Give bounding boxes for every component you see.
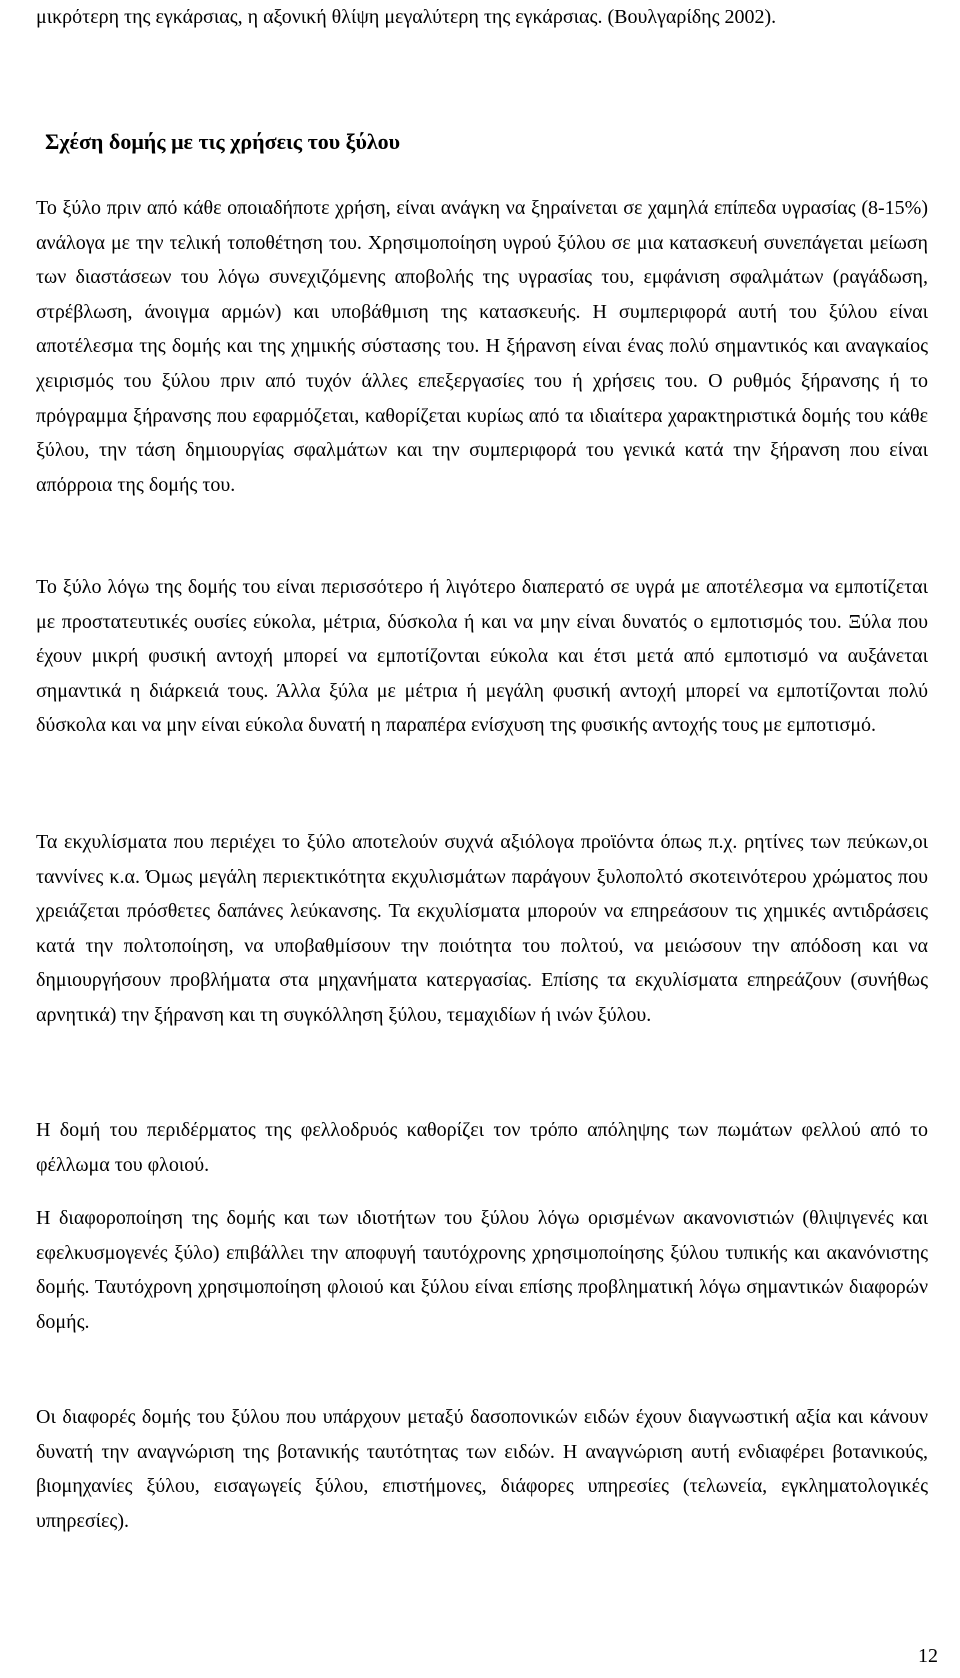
paragraph-identification: Οι διαφορές δομής του ξύλου που υπάρχουν μεταξύ δασοπονικών ειδών έχουν διαγνωστική αξία και κάνουν δυνατή την αναγνώριση της βοτανικής ταυτότητας των ειδών. Η αναγνώριση αυτή ενδιαφέρει βοτανικούς, βιομηχανίες ξύλου, εισαγωγείς ξύλου, επιστήμονες, διάφορες υπηρεσίες (τελωνεία, εγκληματολογικές υπηρεσίες).	[36, 1406, 928, 1532]
paragraph-drying: Το ξύλο πριν από κάθε οποιαδήποτε χρήση, είναι ανάγκη να ξηραίνεται σε χαμηλά επίπεδα υγρασίας (8-15%) ανάλογα με την τελική τοποθέτηση του. Χρησιμοποίηση υγρού ξύλου σε μια κατασκευή συνεπάγεται μείωση των διαστάσεων του λόγω συνεχιζόμενης αποβολής της υγρασίας του, εμφάνιση σφαλμάτων (ραγάδωση, στρέβλωση, άνοιγμα αρμών) και υποβάθμιση της κατασκευής. Η συμπεριφορά αυτή του ξύλου είναι αποτέλεσμα της δομής και της χημικής σύστασης του. Η ξήρανση είναι ένας πολύ σημαντικός και αναγκαίος χειρισμός του ξύλου πριν από τυχόν άλλες επεξεργασίες του ή χρήσεις του. Ο ρυθμός ξήρανσης ή το πρόγραμμα ξήρανσης που εφαρμόζεται, καθορίζεται κυρίως από τα ιδιαίτερα χαρακτηριστικά δομής του κάθε ξύλου, την τάση δημιουργίας σφαλμάτων και την συμπεριφορά του γενικά κατά την ξήρανση που είναι απόρροια της δομής του.	[36, 197, 928, 496]
paragraph-cork: Η δομή του περιδέρματος της φελλοδρυός καθορίζει τον τρόπο απόληψης των πωμάτων φελλού από το φέλλωμα του φλοιού.	[36, 1119, 928, 1176]
section-heading: Σχέση δομής με τις χρήσεις του ξύλου	[45, 129, 401, 154]
page-number: 12	[918, 1645, 938, 1667]
paragraph-continued: μικρότερη της εγκάρσιας, η αξονική θλίψη μεγαλύτερη της εγκάρσιας. (Βουλγαρίδης 2002).	[36, 6, 777, 28]
paragraph-abnormal-wood: Η διαφοροποίηση της δομής και των ιδιοτήτων του ξύλου λόγω ορισμένων ακανονιστιών (θλιψιγενές και εφελκυσμογενές ξύλο) επιβάλλει την αποφυγή ταυτόχρονης χρησιμοποίησης ξύλου τυπικής και ακανόνιστης δομής. Ταυτόχρονη χρησιμοποίηση φλοιού και ξύλου είναι επίσης προβληματική λόγω σημαντικών διαφορών δομής.	[36, 1207, 928, 1333]
paragraph-impregnation: Το ξύλο λόγω της δομής του είναι περισσότερο ή λιγότερο διαπερατό σε υγρά με αποτέλεσμα να εμποτίζεται με προστατευτικές ουσίες εύκολα, μέτρια, δύσκολα ή και να μην είναι δυνατός ο εμποτισμός του. Ξύλα που έχουν μικρή φυσική αντοχή μπορεί να εμποτίζονται εύκολα και έτσι μετά από εμποτισμό να αυξάνεται σημαντικά η διάρκειά τους. Άλλα ξύλα με μέτρια ή μεγάλη φυσική αντοχή μπορεί να εμποτίζονται πολύ δύσκολα και να μην είναι εύκολα δυνατή η παραπέρα ενίσχυση της φυσικής αντοχής τους με εμποτισμό.	[36, 576, 928, 737]
paragraph-extractives: Τα εκχυλίσματα που περιέχει το ξύλο αποτελούν συχνά αξιόλογα προϊόντα όπως π.χ. ρητίνες των πεύκων,οι ταννίνες κ.α. Όμως μεγάλη περιεκτικότητα εκχυλισμάτων παράγουν ξυλοπολτό σκοτεινότερου χρώματος που χρειάζεται πρόσθετες δαπάνες λεύκανσης. Τα εκχυλίσματα μπορούν να επηρεάσουν τις χημικές αντιδράσεις κατά την πολτοποίηση, να υποβαθμίσουν την ποιότητα του πολτού, να μειώσουν την απόδοση και να δημιουργήσουν προβλήματα στα μηχανήματα κατεργασίας. Επίσης τα εκχυλίσματα επηρεάζουν (συνήθως αρνητικά) την ξήρανση και τη συγκόλληση ξύλου, τεμαχιδίων ή ινών ξύλου.	[36, 831, 928, 1026]
